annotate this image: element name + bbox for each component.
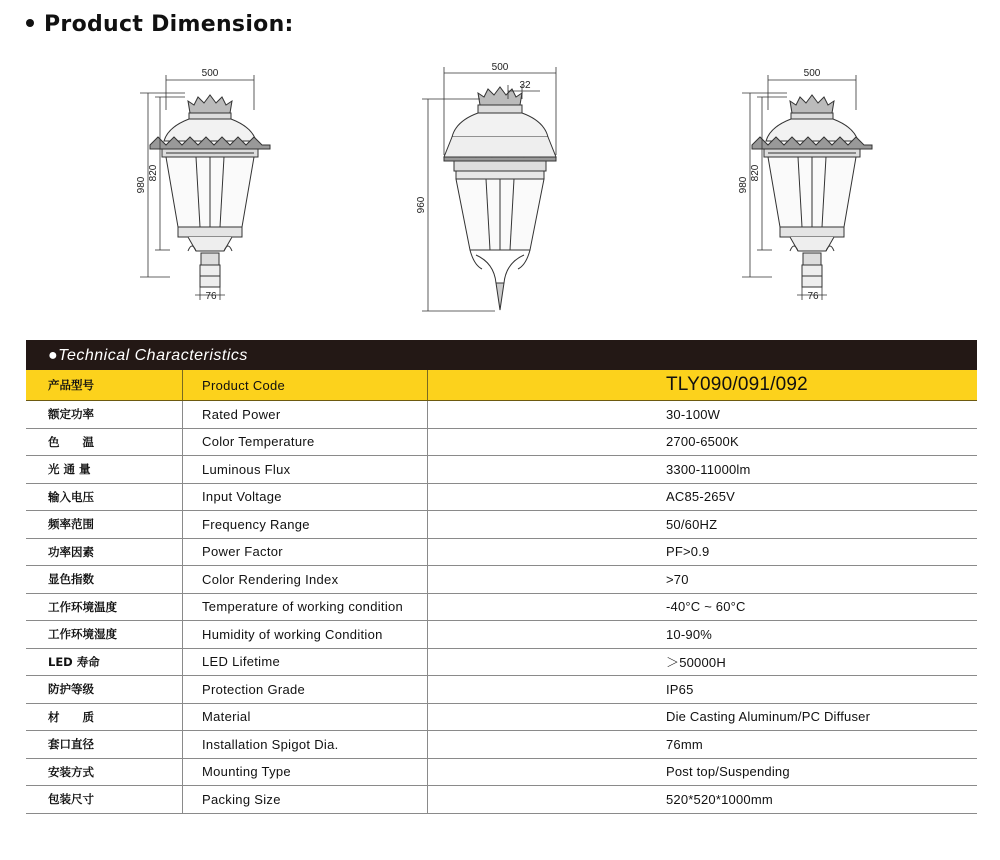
spec-header-cn: 产品型号 — [26, 370, 183, 401]
spec-row — [26, 758, 977, 786]
dimension-drawings-svg — [0, 55, 1000, 325]
spec-cell-cn: 套口直径 — [26, 731, 183, 759]
spec-row — [26, 538, 977, 566]
dim-height-outer-2: 960 — [416, 196, 427, 214]
spec-cell-cn: 光 通 量 — [26, 456, 183, 484]
spec-row — [26, 401, 977, 429]
spec-row — [26, 703, 977, 731]
spec-cell-value: 50/60HZ — [428, 511, 978, 539]
spec-cell-value: 3300-11000lm — [428, 456, 978, 484]
lamp-drawing-3 — [738, 68, 872, 302]
spec-cell-cn: 频率范围 — [26, 511, 183, 539]
spec-header-value: TLY090/091/092 — [428, 370, 978, 401]
spec-cell-en: Mounting Type — [183, 758, 428, 786]
spec-row — [26, 511, 977, 539]
spec-cell-en: Material — [183, 703, 428, 731]
spec-row — [26, 786, 977, 814]
page-heading — [26, 12, 294, 37]
spec-cell-en: Color Rendering Index — [183, 566, 428, 594]
spec-header-row — [26, 370, 977, 401]
spec-cell-en: Humidity of working Condition — [183, 621, 428, 649]
dim-height-inner-1: 820 — [148, 164, 159, 182]
spec-cell-value: 30-100W — [428, 401, 978, 429]
spec-cell-en: Rated Power — [183, 401, 428, 429]
spec-cell-cn: 工作环境温度 — [26, 593, 183, 621]
spec-cell-cn: 输入电压 — [26, 483, 183, 511]
spec-cell-value: ＞50000H — [428, 648, 978, 676]
spec-cell-value: Die Casting Aluminum/PC Diffuser — [428, 703, 978, 731]
spec-cell-value: Post top/Suspending — [428, 758, 978, 786]
spec-row — [26, 621, 977, 649]
spec-cell-en: Input Voltage — [183, 483, 428, 511]
spec-cell-cn: 安装方式 — [26, 758, 183, 786]
spec-header-en: Product Code — [183, 370, 428, 401]
spec-cell-value: >70 — [428, 566, 978, 594]
spec-cell-en: Luminous Flux — [183, 456, 428, 484]
dim-width-3: 500 — [803, 68, 821, 79]
spec-title: Technical Characteristics — [58, 347, 248, 364]
spec-cell-value: PF>0.9 — [428, 538, 978, 566]
spec-cell-en: Installation Spigot Dia. — [183, 731, 428, 759]
spec-cell-value: 10-90% — [428, 621, 978, 649]
spec-section — [26, 340, 977, 814]
dim-width-1: 500 — [201, 68, 219, 79]
spec-row — [26, 566, 977, 594]
spec-cell-value: 2700-6500K — [428, 428, 978, 456]
spec-cell-value: IP65 — [428, 676, 978, 704]
spec-cell-value: -40°C ~ 60°C — [428, 593, 978, 621]
spec-cell-value: 76mm — [428, 731, 978, 759]
spec-cell-en: LED Lifetime — [183, 648, 428, 676]
spec-cell-cn: 功率因素 — [26, 538, 183, 566]
dim-detail-2: 32 — [519, 80, 531, 91]
bullet-icon — [26, 19, 34, 27]
spec-cell-en: Packing Size — [183, 786, 428, 814]
spec-title-bar: ●Technical Characteristics — [26, 340, 977, 370]
dim-spigot-3: 76 — [807, 291, 819, 302]
dim-height-outer-3: 980 — [738, 176, 749, 194]
dim-spigot-1: 76 — [205, 291, 217, 302]
spec-row — [26, 456, 977, 484]
spec-cell-cn: 色 温 — [26, 428, 183, 456]
spec-row — [26, 676, 977, 704]
spec-cell-cn: 材 质 — [26, 703, 183, 731]
spec-cell-cn: 额定功率 — [26, 401, 183, 429]
dim-height-outer-1: 980 — [136, 176, 147, 194]
dim-width-2: 500 — [491, 62, 509, 73]
spec-cell-en: Power Factor — [183, 538, 428, 566]
spec-cell-cn: 防护等级 — [26, 676, 183, 704]
spec-cell-cn: 工作环境湿度 — [26, 621, 183, 649]
lamp-drawing-2 — [416, 62, 556, 311]
spec-cell-cn: 包装尺寸 — [26, 786, 183, 814]
spec-cell-cn: 显色指数 — [26, 566, 183, 594]
dimension-drawings — [0, 55, 1000, 325]
spec-cell-en: Frequency Range — [183, 511, 428, 539]
spec-cell-en: Protection Grade — [183, 676, 428, 704]
spec-cell-en: Temperature of working condition — [183, 593, 428, 621]
spec-cell-cn: LED 寿命 — [26, 648, 183, 676]
spec-table — [26, 370, 977, 814]
lamp-drawing-1 — [136, 68, 270, 302]
spec-row — [26, 731, 977, 759]
spec-cell-value: 520*520*1000mm — [428, 786, 978, 814]
spec-row — [26, 648, 977, 676]
spec-cell-value: AC85-265V — [428, 483, 978, 511]
spec-cell-en: Color Temperature — [183, 428, 428, 456]
spec-row — [26, 593, 977, 621]
spec-row — [26, 483, 977, 511]
page-heading-text: Product Dimension: — [44, 12, 294, 37]
dim-height-inner-3: 820 — [750, 164, 761, 182]
spec-row — [26, 428, 977, 456]
